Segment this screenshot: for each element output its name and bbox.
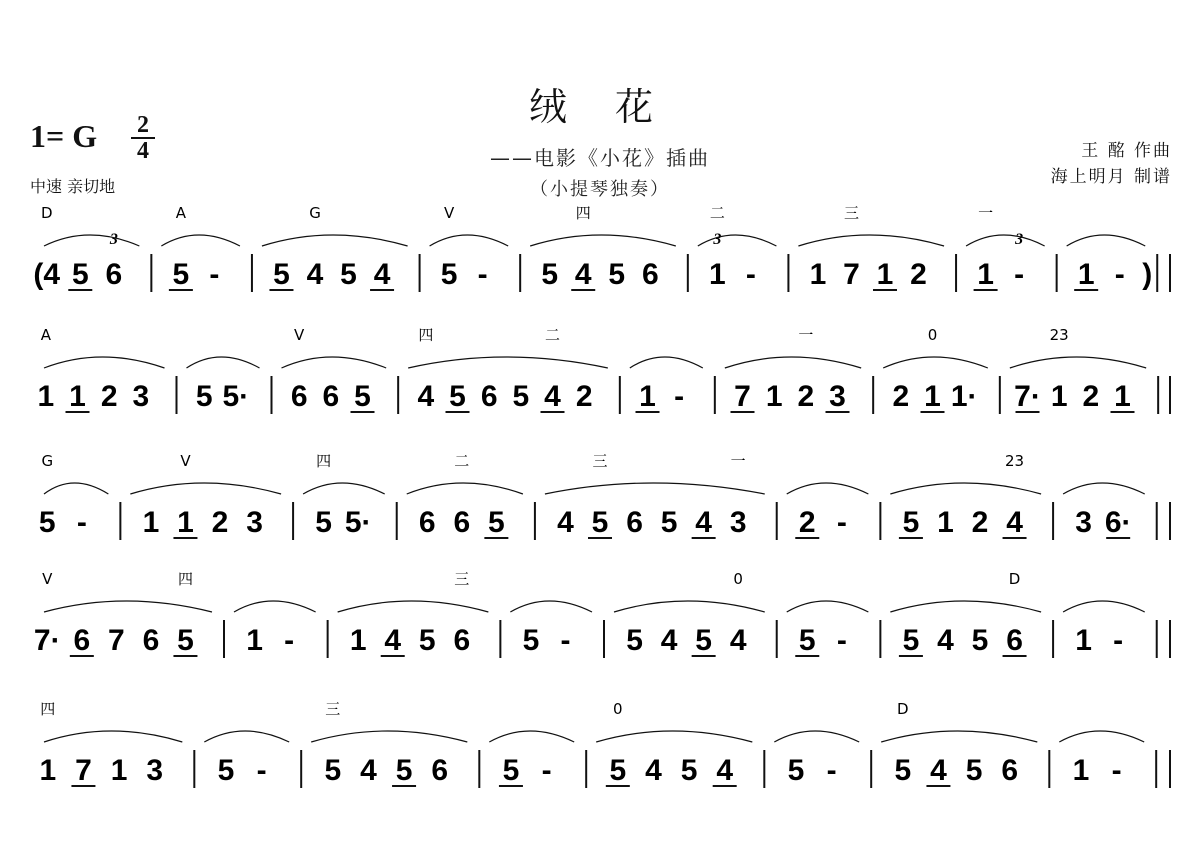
note: 4 (1006, 506, 1023, 539)
note: - (256, 754, 267, 787)
note: 1 (349, 624, 367, 657)
note: 5 (608, 258, 626, 291)
note: 4 (645, 754, 662, 787)
note: - (1113, 624, 1124, 657)
slur (430, 235, 509, 246)
fingering-mark: 二 (454, 452, 470, 470)
note: 6 (1001, 754, 1019, 787)
note: - (76, 506, 87, 539)
fingering-mark: 四 (316, 452, 332, 470)
note: 6 (322, 380, 340, 413)
note: 5 (902, 624, 920, 657)
note: 4 (544, 380, 561, 413)
note: - (826, 754, 837, 787)
note: 5 (971, 624, 989, 657)
fingering-mark: 0 (613, 700, 623, 718)
note: 7 (75, 754, 92, 787)
fingering-mark: 23 (1049, 326, 1069, 344)
fingering-mark: 23 (1004, 452, 1025, 470)
slur (966, 235, 1045, 246)
slur (44, 235, 139, 246)
note: - (541, 754, 552, 787)
slur (204, 731, 289, 742)
slur (161, 235, 240, 246)
slur (44, 601, 212, 612)
note: 1 (765, 380, 783, 413)
note: 1 (1114, 380, 1131, 413)
note: - (836, 624, 847, 657)
fingering-mark: 三 (843, 204, 859, 222)
slur (44, 731, 182, 742)
note: 4 (306, 258, 324, 291)
fingering-mark: 二 (709, 204, 725, 222)
note: 6 (453, 624, 471, 657)
note: 2 (910, 258, 927, 291)
note: 5 (512, 380, 530, 413)
slur (407, 483, 523, 494)
slur (774, 731, 859, 742)
note: 5· (222, 380, 250, 413)
note: 3 (132, 380, 150, 413)
slur (545, 483, 765, 494)
note: 1 (709, 258, 726, 291)
slur (510, 601, 592, 612)
note: 3 (729, 506, 747, 539)
note: - (560, 624, 571, 657)
slur (883, 357, 988, 368)
song-instrument-note: （小提琴独奏） (530, 179, 670, 200)
note: 6 (641, 258, 659, 291)
note: - (1014, 258, 1025, 291)
note: 5 (71, 258, 89, 291)
note: 2 (100, 380, 118, 413)
slur (725, 357, 861, 368)
fingering-mark: V (180, 452, 191, 470)
fingering-mark: 四 (418, 326, 434, 344)
fingering-mark: 四 (177, 570, 193, 588)
note: 1 (110, 754, 128, 787)
note: 5 (626, 624, 643, 657)
note: 1 (142, 506, 160, 539)
note: 4 (930, 754, 947, 787)
note: 1 (1050, 380, 1068, 413)
slur (282, 357, 387, 368)
fingering-mark: V (294, 326, 305, 344)
fingering-mark: 四 (575, 204, 591, 222)
note: - (284, 624, 295, 657)
note: 1 (876, 258, 894, 291)
note: - (674, 380, 685, 413)
note: 5 (354, 380, 371, 413)
song-subtitle: ——电影《小花》插曲 (490, 146, 710, 170)
triplet-marker: 3 (713, 231, 722, 248)
triplet-marker: 3 (109, 231, 118, 248)
note: 2 (211, 506, 229, 539)
note: 2 (892, 380, 910, 413)
note: - (209, 258, 220, 291)
slur (1067, 235, 1146, 246)
triplet-marker: 3 (1015, 231, 1024, 248)
slur (303, 483, 385, 494)
note: 5 (609, 754, 627, 787)
note: 4 (729, 624, 747, 657)
note: 1 (1072, 754, 1090, 787)
note: 5 (902, 506, 920, 539)
note: 5 (894, 754, 912, 787)
note: 4 (360, 754, 377, 787)
note: 5 (340, 258, 357, 291)
slur (1010, 357, 1146, 368)
note: 3 (146, 754, 164, 787)
note: 7 (843, 258, 860, 291)
note: 1 (639, 380, 656, 413)
note: 4 (417, 380, 435, 413)
fingering-mark: D (1008, 570, 1021, 588)
note: 5 (195, 380, 213, 413)
note: 1 (937, 506, 954, 539)
slur (881, 731, 1037, 742)
note: 5 (177, 624, 194, 657)
note: 7· (1014, 380, 1041, 413)
slur (630, 357, 703, 368)
note: 7 (734, 380, 751, 413)
slur (187, 357, 260, 368)
note: 7· (33, 624, 61, 657)
note: 5 (787, 754, 805, 787)
composer-credit: 王 酩 作曲 (1081, 141, 1172, 161)
fingering-mark: 四 (40, 700, 56, 718)
fingering-mark: 三 (592, 452, 608, 470)
note: 4 (695, 506, 712, 539)
note: 2 (971, 506, 989, 539)
note: 4 (660, 624, 678, 657)
note: 3 (1075, 506, 1092, 539)
fingering-mark: G (41, 452, 54, 470)
note: 5 (660, 506, 678, 539)
note: 6 (453, 506, 471, 539)
note: 6 (73, 624, 91, 657)
note: - (745, 258, 756, 291)
slur (698, 235, 777, 246)
arranger-credit: 海上明月 制谱 (1050, 167, 1172, 187)
note: 5 (965, 754, 983, 787)
slur (44, 357, 165, 368)
note: 5 (38, 506, 56, 539)
note: 5 (217, 754, 235, 787)
fingering-mark: A (175, 204, 187, 222)
note: 6· (1104, 506, 1132, 539)
staff-line (39, 452, 1170, 540)
note: 1 (39, 754, 57, 787)
staff-line (34, 570, 1170, 658)
fingering-mark: 三 (454, 570, 470, 588)
note: 6 (290, 380, 308, 413)
note: 5 (172, 258, 190, 291)
fingering-mark: V (42, 570, 53, 588)
slur (787, 601, 869, 612)
note: 1 (177, 506, 194, 539)
fingering-mark: 二 (544, 326, 561, 344)
note: 2 (575, 380, 593, 413)
slur (489, 731, 574, 742)
note: - (477, 258, 488, 291)
time-signature-numerator: 2 (137, 112, 149, 138)
note: 6 (1006, 624, 1023, 657)
note: 1 (977, 258, 994, 291)
note: 3 (246, 506, 263, 539)
note: 4 (373, 258, 391, 291)
note: 5 (449, 380, 466, 413)
fingering-mark: D (40, 204, 53, 222)
note: 5 (798, 624, 816, 657)
slur (530, 235, 676, 246)
note: 1 (1075, 624, 1092, 657)
slur (890, 483, 1041, 494)
tempo-marking: 中速 亲切地 (30, 177, 116, 196)
fingering-mark: 一 (730, 452, 746, 470)
note: 1· (950, 380, 978, 413)
note: 5 (695, 624, 712, 657)
slur (1063, 483, 1145, 494)
note: - (1114, 258, 1125, 291)
note: 5 (522, 624, 540, 657)
note: 2 (1082, 380, 1100, 413)
slur (234, 601, 316, 612)
note: 2 (798, 506, 816, 539)
staff-line (37, 326, 1170, 414)
note: 4 (937, 624, 954, 657)
staff-line (33, 204, 1170, 292)
note: 6 (418, 506, 436, 539)
note: 5 (273, 258, 290, 291)
note: 5 (315, 506, 332, 539)
note: 1 (809, 258, 827, 291)
note: 5 (324, 754, 342, 787)
note: 6 (626, 506, 643, 539)
note: 5 (440, 258, 458, 291)
slur (787, 483, 869, 494)
fingering-mark: 三 (325, 700, 341, 718)
note: 5 (418, 624, 436, 657)
time-signature-denominator: 4 (137, 138, 149, 164)
note: 3 (829, 380, 846, 413)
note: 1 (246, 624, 263, 657)
note: 1 (1077, 258, 1095, 291)
note: 5 (488, 506, 505, 539)
note: 1 (924, 380, 941, 413)
fingering-mark: G (309, 204, 321, 222)
slur (596, 731, 752, 742)
slur (130, 483, 281, 494)
note: 5 (395, 754, 413, 787)
note: - (1111, 754, 1122, 787)
note: 5 (541, 258, 559, 291)
note: 1 (37, 380, 55, 413)
fingering-mark: A (40, 326, 51, 344)
key-signature: 1= G (30, 118, 98, 154)
note: 2 (797, 380, 815, 413)
note: 4 (384, 624, 402, 657)
note: 6 (480, 380, 498, 413)
slur (44, 483, 108, 494)
note: (4 (33, 258, 61, 291)
slur (614, 601, 765, 612)
slur (408, 357, 608, 368)
note: 1 (69, 380, 86, 413)
fingering-mark: D (897, 700, 909, 718)
note: 6 (105, 258, 123, 291)
note: 6 (431, 754, 449, 787)
slur (890, 601, 1041, 612)
song-title: 绒 花 (528, 85, 672, 129)
note: ) (1142, 258, 1153, 291)
note: 5 (502, 754, 520, 787)
staff-line (39, 700, 1170, 788)
note: 4 (716, 754, 734, 787)
note: 6 (142, 624, 160, 657)
fingering-mark: 一 (978, 204, 994, 222)
note: 4 (557, 506, 574, 539)
note: 5· (344, 506, 372, 539)
note: 5 (591, 506, 609, 539)
slur (311, 731, 467, 742)
slur (1063, 601, 1145, 612)
fingering-mark: V (443, 204, 455, 222)
note: 7 (108, 624, 125, 657)
slur (798, 235, 944, 246)
note: 4 (574, 258, 592, 291)
slur (338, 601, 489, 612)
fingering-mark: 0 (927, 326, 938, 344)
slur (1059, 731, 1144, 742)
slur (262, 235, 408, 246)
fingering-mark: 0 (733, 570, 743, 588)
note: - (836, 506, 847, 539)
note: 5 (680, 754, 698, 787)
fingering-mark: 一 (798, 326, 814, 344)
